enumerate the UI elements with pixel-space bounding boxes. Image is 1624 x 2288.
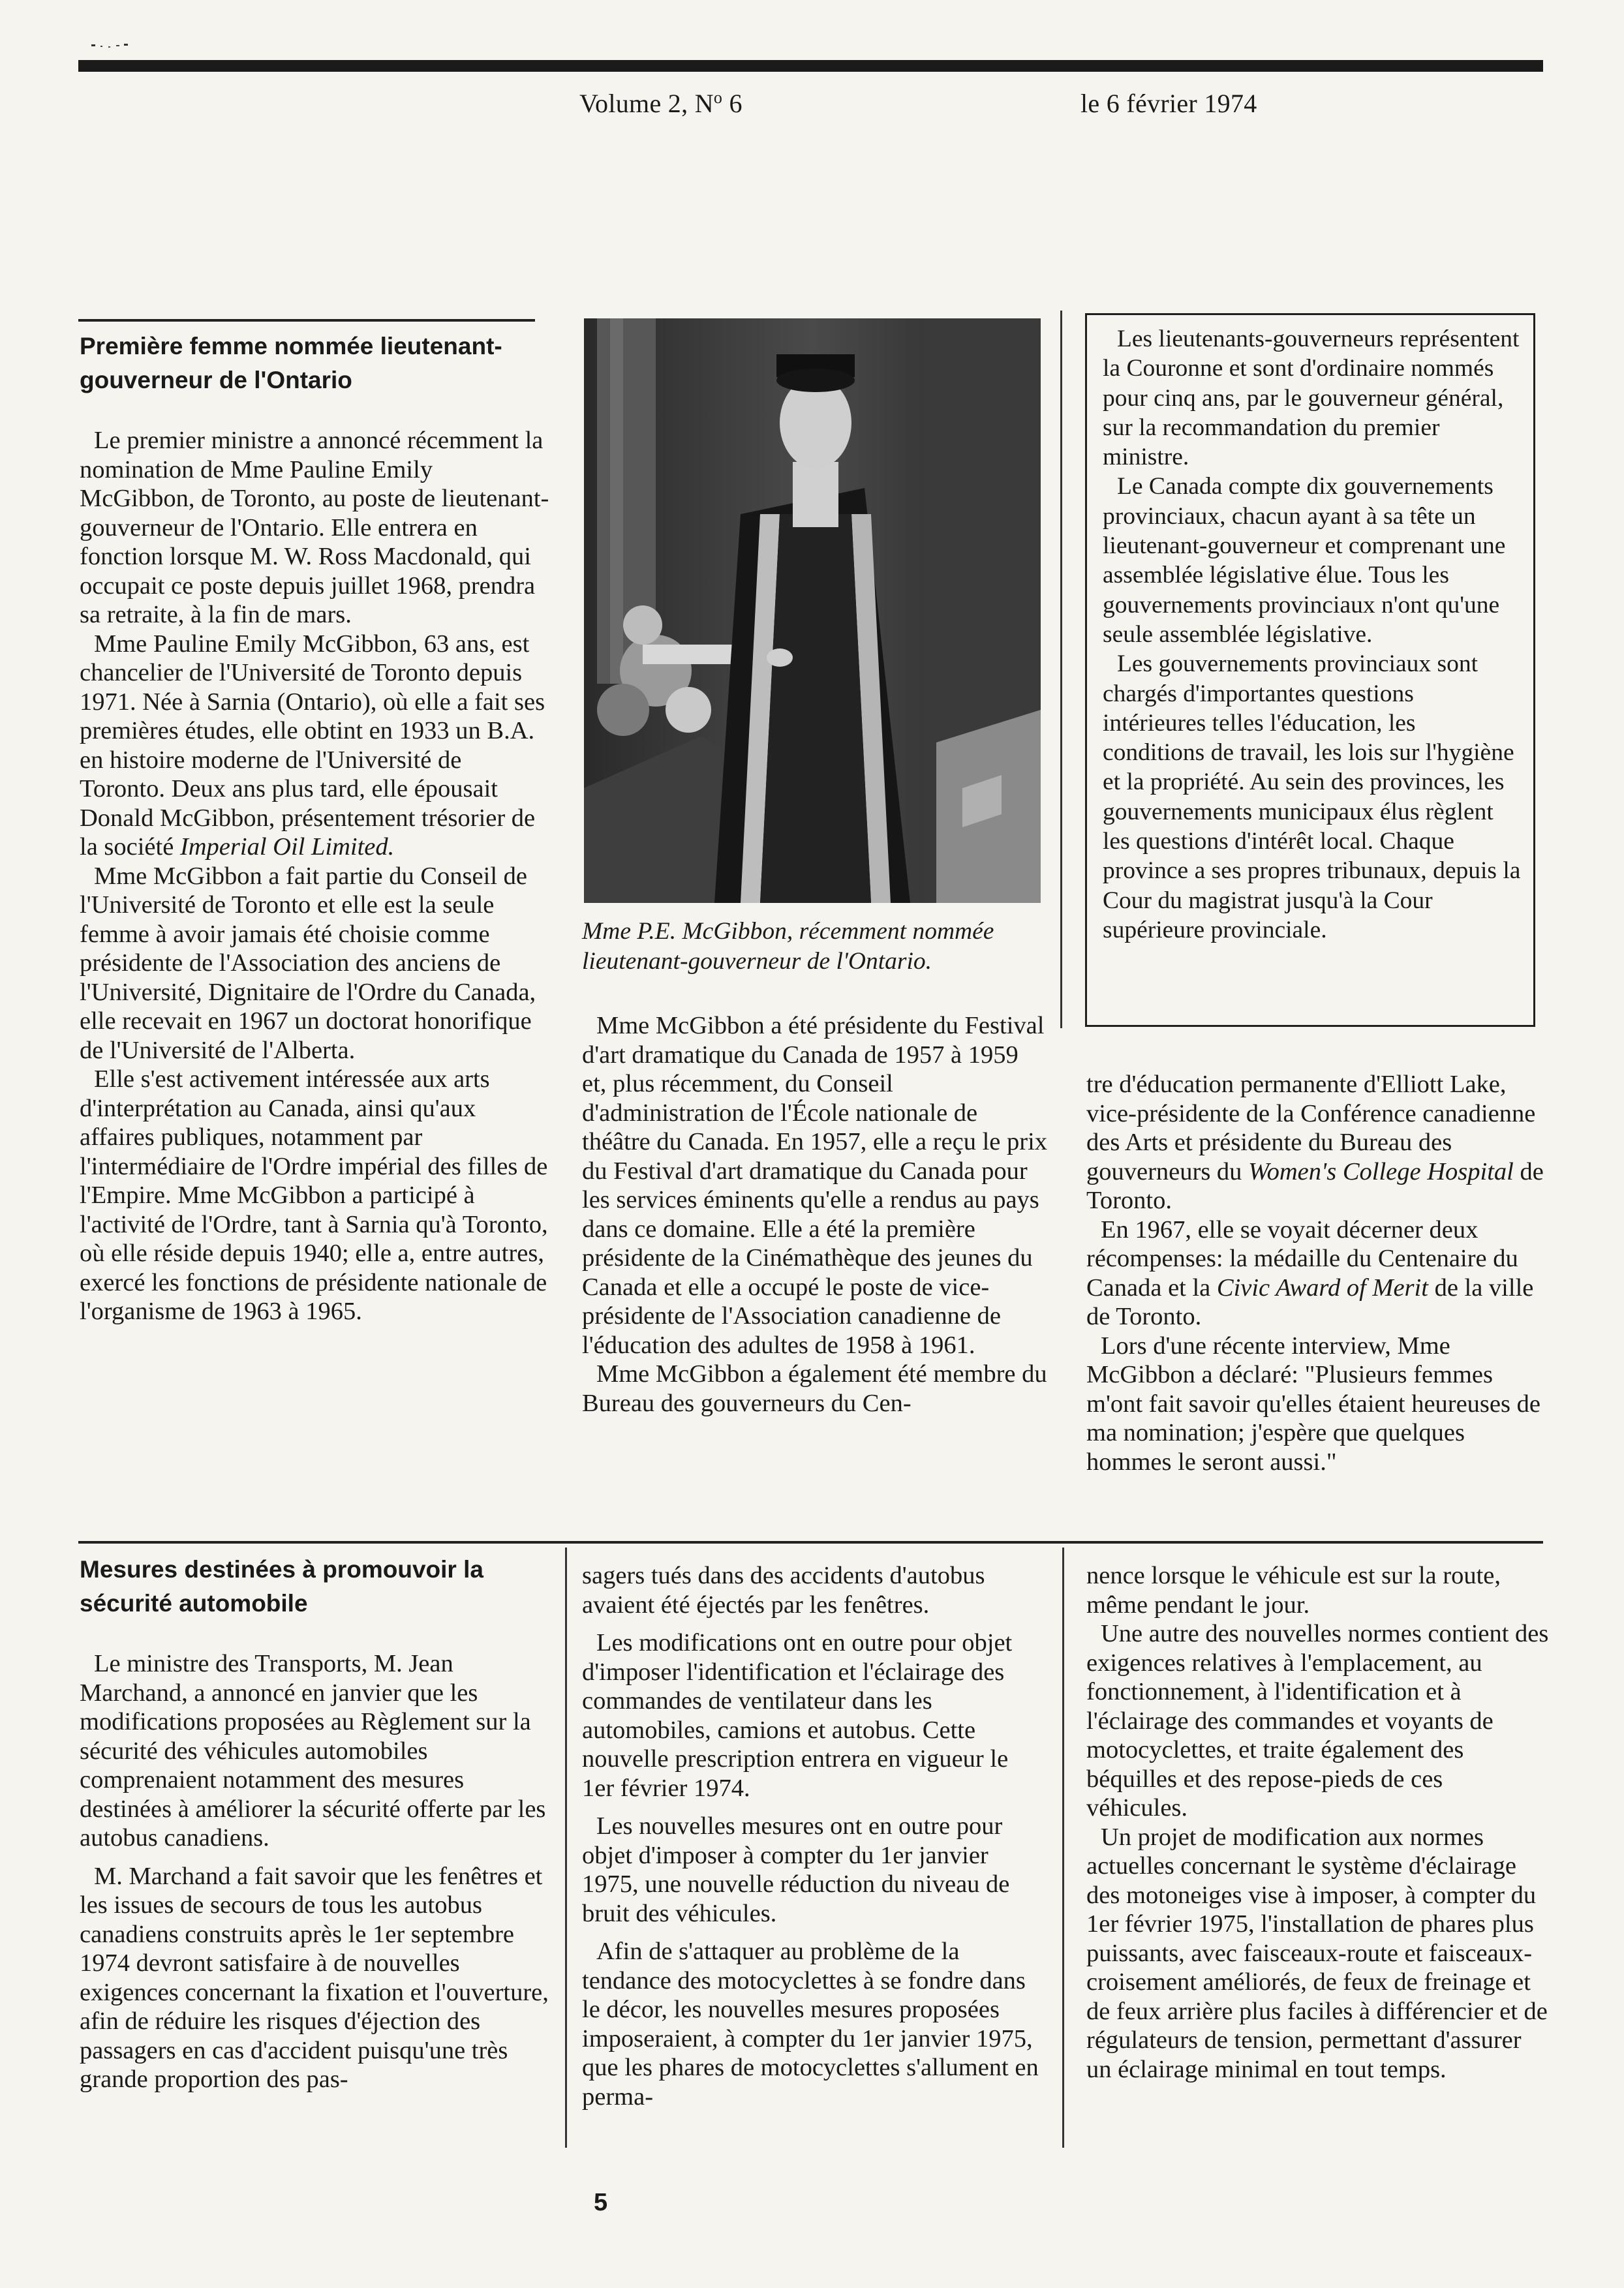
column-divider	[1060, 311, 1062, 1028]
article1-col2	[582, 1011, 1049, 1418]
paragraph: Mme McGibbon a fait partie du Conseil de l'Université de Toronto et elle est la seule femme à avoir jamais été choisie comme présidente de l'Association des anciens de l'Université, Dignitaire de l'Ordre du Canada, elle recevait en 1967 un doctorat honorifique de l'Université de l'Alberta.	[80, 862, 536, 1064]
paragraph: Les gouvernements provinciaux sont chargés d'importantes questions intérieures telles l'éducation, les conditions de travail, les lois sur l'hygiène et la propriété. Au sein des provinces, les gouvernements municipaux élus règlent les questions d'intérêt local. Chaque province a ses propres tribunaux, depuis la Cour du magistrat jusqu'à la Cour supérieure provinciale.	[1103, 650, 1521, 943]
article1-col1-text	[80, 426, 551, 1326]
paragraph: Afin de s'attaquer au problème de la tendance des motocyclettes à se fondre dans le décor, les nouvelles mesures proposées imposeraient, à compter du 1er janvier 1975, que les phares de motocyclettes s'allument en perma-	[582, 1938, 1039, 2111]
article2-headline: Mesures destinées à promouvoir la sécurité automobile	[80, 1556, 483, 1617]
article2-col3-text	[1086, 1561, 1550, 2084]
article1-col2-text	[582, 1011, 1049, 1418]
column-divider	[565, 1548, 567, 2148]
info-box-text	[1103, 324, 1522, 945]
article2-rule	[78, 1541, 1543, 1544]
column-divider	[1062, 1548, 1064, 2148]
issue-volume: Volume 2, $N^o$ 6	[579, 88, 743, 118]
article1-col3-text	[1086, 1070, 1550, 1476]
article1-col1-rule	[78, 319, 535, 322]
page-number: 5	[594, 2189, 608, 2216]
article2-col3	[1086, 1561, 1550, 2084]
paragraph: Une autre des nouvelles normes contient des exigences relatives à l'emplacement, au fonctionnement, à l'identification et à l'éclairage des commandes et voyants de motocyclettes, et traite également des béquilles et des repose-pieds de ces véhicules.	[1086, 1620, 1549, 1822]
info-box	[1085, 313, 1535, 1027]
paragraph: nence lorsque le véhicule est sur la route, même pendant le jour.	[1086, 1562, 1501, 1619]
portrait-photo	[584, 318, 1041, 903]
paragraph: En 1967, elle se voyait décerner deux récompenses: la médaille du Centenaire du Canada et la Civic Award of Merit de la ville de Toronto.	[1086, 1215, 1534, 1330]
photo-caption: Mme P.E. McGibbon, récemment nommée lieutenant-gouverneur de l'Ontario.	[582, 918, 994, 975]
article2-col1-text	[80, 1649, 551, 2094]
header-rule	[78, 60, 1543, 72]
issue-date: le 6 février 1974	[1080, 89, 1257, 118]
paragraph: Les nouvelles mesures ont en outre pour objet d'imposer à compter du 1er janvier 1975, une nouvelle réduction du niveau de bruit des véhicules.	[582, 1812, 1010, 1927]
article1-headline: Première femme nommée lieutenant-gouverneur de l'Ontario	[80, 333, 502, 393]
paragraph: Elle s'est activement intéressée aux arts d'interprétation au Canada, ainsi qu'aux affaires publiques, notamment par l'intermédiaire de l'Ordre impérial des filles de l'Empire. Mme McGibbon a participé à l'activité de l'Ordre, tant à Sarnia qu'à Toronto, où elle réside depuis 1940; elle a, entre autres, exercé les fonctions de présidente nationale de l'organisme de 1963 à 1965.	[80, 1065, 548, 1325]
scan-specks	[90, 40, 168, 50]
article2-col1	[80, 1553, 551, 2094]
paragraph: Mme McGibbon a également été membre du Bureau des gouverneurs du Cen-	[582, 1360, 1047, 1417]
article1-col3	[1086, 1070, 1550, 1476]
paragraph: Les modifications ont en outre pour objet d'imposer l'identification et l'éclairage des commandes de ventilateur dans les automobiles, camions et autobus. Cette nouvelle prescription entrera en vigueur le 1er février 1974.	[582, 1629, 1013, 1802]
article2-col2-text	[582, 1561, 1045, 2111]
paragraph: Les lieutenants-gouverneurs représentent la Couronne et sont d'ordinaire nommés pour cinq ans, par le gouverneur général, sur la recommandation du premier ministre.	[1103, 326, 1520, 471]
paragraph: Mme Pauline Emily McGibbon, 63 ans, est chancelier de l'Université de Toronto depuis 1971. Née à Sarnia (Ontario), où elle a fait ses premières études, elle obtint en 1933 un B.A. en histoire moderne de l'Université de Toronto. Deux ans plus tard, elle épousait Donald McGibbon, présentement trésorier de la société Imperial Oil Limited.	[80, 630, 545, 861]
paragraph: Mme McGibbon a été présidente du Festival d'art dramatique du Canada de 1957 à 1959 et, plus récemment, du Conseil d'administration de l'École nationale de théâtre du Canada. En 1957, elle a reçu le prix du Festival d'art dramatique du Canada pour les services éminents qu'elle a rendus au pays dans ce domaine. Elle a été la première présidente de la Cinémathèque des jeunes du Canada et elle a occupé le poste de vice-présidente de l'Association canadienne de l'éducation des adultes de 1958 à 1961.	[582, 1012, 1048, 1359]
article1-col1	[80, 329, 551, 1326]
article2-col2	[582, 1561, 1045, 2111]
paragraph: sagers tués dans des accidents d'autobus avaient été éjectés par les fenêtres.	[582, 1562, 985, 1619]
paragraph: tre d'éducation permanente d'Elliott Lake, vice-présidente de la Conférence canadienne des Arts et présidente du Bureau des gouverneurs du Women's College Hospital de Toronto.	[1086, 1071, 1544, 1214]
paragraph: Le Canada compte dix gouvernements provinciaux, chacun ayant à sa tête un lieutenant-gouverneur et comprenant une assemblée législative élue. Tous les gouvernements provinciaux n'ont qu'une seule assemblée législative.	[1103, 473, 1506, 648]
paragraph: Lors d'une récente interview, Mme McGibbon a déclaré: "Plusieurs femmes m'ont fait savoir qu'elles étaient heureuses de ma nomination; j'espère que quelques hommes le seront aussi."	[1086, 1332, 1540, 1476]
paragraph: Un projet de modification aux normes actuelles concernant le système d'éclairage des motoneiges vise à imposer, à compter du 1er février 1975, l'installation de phares plus puissants, avec faisceaux-route et faisceaux-croisement améliorés, de feux de freinage et de feux arrière plus faciles à différencier et de régulateurs de tension, permettant d'assurer un éclairage minimal en tout temps.	[1086, 1823, 1548, 2083]
paragraph: Le ministre des Transports, M. Jean Marchand, a annoncé en janvier que les modifications proposées au Règlement sur la sécurité des véhicules automobiles comprenaient notamment des mesures destinées à améliorer la sécurité offerte par les autobus canadiens.	[80, 1650, 546, 1852]
paragraph: M. Marchand a fait savoir que les fenêtres et les issues de secours de tous les autobus canadiens construits après le 1er septembre 1974 devront satisfaire à de nouvelles exigences concernant la fixation et l'ouverture, afin de réduire les risques d'éjection des passagers en cas d'accident puisqu'une très grande proportion des pas-	[80, 1862, 549, 2093]
paragraph: Le premier ministre a annoncé récemment la nomination de Mme Pauline Emily McGibbon, de Toronto, au poste de lieutenant-gouverneur de l'Ontario. Elle entrera en fonction lorsque M. W. Ross Macdonald, qui occupait ce poste depuis juillet 1968, prendra sa retraite, à la fin de mars.	[80, 427, 549, 628]
